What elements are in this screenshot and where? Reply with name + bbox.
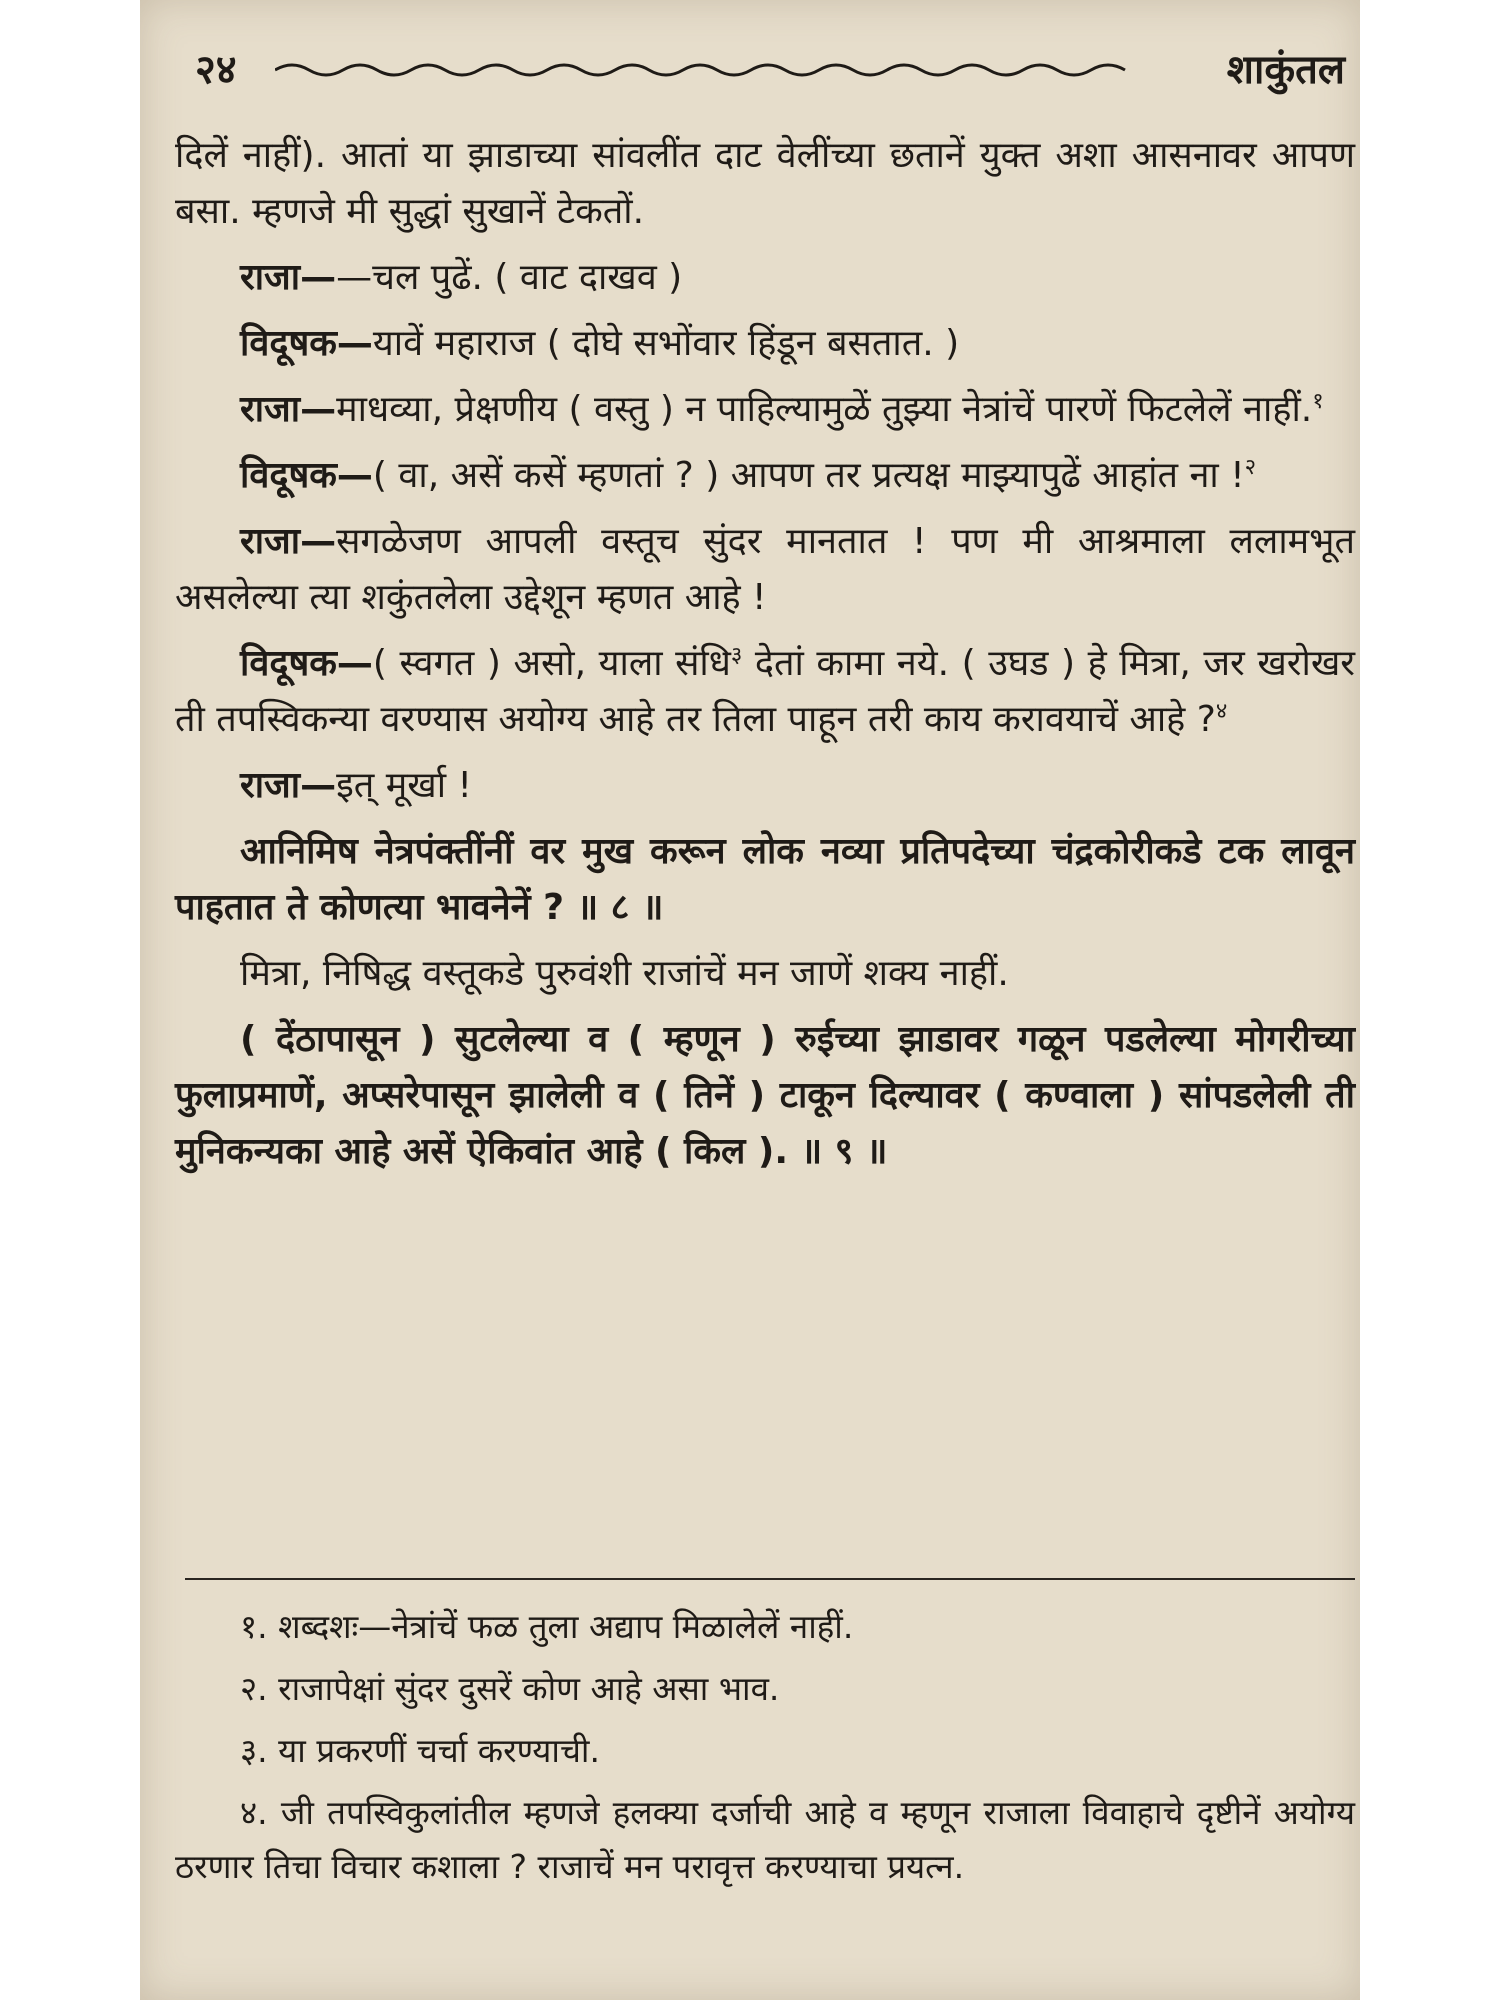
dialogue-text: —चल पुढें. ( वाट दाखव )	[336, 257, 683, 298]
dialogue-raja-4	[175, 758, 1355, 814]
footnote-ref: २	[1244, 455, 1257, 480]
footnote-ref: ४	[1215, 699, 1228, 724]
footnote-4: ४. जी तपस्विकुलांतील म्हणजे हलक्या दर्जाची आहे व म्हणून राजाला विवाहाचे दृष्टीनें अयोग्य ठरणार तिचा विचार कशाला ? राजाचें मन परावृत्त करण्याचा प्रयत्न.	[175, 1793, 1355, 1886]
book-page	[140, 0, 1360, 2000]
dialogue-text: माधव्या, प्रेक्षणीय ( वस्तु ) न पाहिल्यामुळें तुझ्या नेत्रांचें पारणें फिटलेलें नाहीं.	[336, 389, 1313, 430]
footnote-1: १. शब्दशः—नेत्रांचें फळ तुला अद्याप मिळालेलें नाहीं.	[240, 1607, 854, 1646]
footnote-ref: ३	[730, 643, 743, 668]
dialogue-vidushak-3	[175, 636, 1355, 748]
footnotes	[175, 1600, 1355, 1902]
verse-8: आनिमिष नेत्रपंक्तींनीं वर मुख करून लोक नव्या प्रतिपदेच्या चंद्रकोरीकडे टक लावून पाहतात ते कोणत्या भावनेनें ? ॥ ८ ॥	[175, 831, 1355, 928]
dialogue-raja-1	[175, 250, 1355, 306]
footnote-divider	[185, 1578, 1355, 1580]
dialogue-text: सगळेजण आपली वस्तूच सुंदर मानतात ! पण मी आश्रमाला ललामभूत असलेल्या त्या शकुंतलेला उद्देशून म्हणत आहे !	[175, 521, 1355, 618]
dialogue-text: देतां कामा नये. ( उघड ) हे मित्रा, जर खरोखर ती तपस्विकन्या वरण्यास अयोग्य आहे तर तिला पाहून तरी काय करावयाचें आहे ?	[175, 643, 1355, 740]
dialogue-text: ( स्वगत ) असो, याला संधि	[372, 643, 731, 684]
dialogue-raja-2	[175, 382, 1355, 438]
footnote-2: २. राजापेक्षां सुंदर दुसरें कोण आहे असा भाव.	[240, 1669, 780, 1708]
paragraph-mitra: मित्रा, निषिद्ध वस्तूकडे पुरुवंशी राजांचें मन जाणें शक्य नाहीं.	[240, 953, 1009, 994]
decorative-wavy-rule	[275, 50, 1135, 90]
dialogue-text: इत् मूर्खा !	[336, 765, 472, 806]
dialogue-text: ( वा, असें कसें म्हणतां ? ) आपण तर प्रत्यक्ष माझ्यापुढें आहांत ना !	[372, 455, 1245, 496]
verse-9: ( देंठापासून ) सुटलेल्या व ( म्हणून ) रुईच्या झाडावर गळून पडलेल्या मोगरीच्या फुलाप्रमाणें, अप्सरेपासून झालेली व ( तिनें ) टाकून दिल्यावर ( कण्वाला ) सांपडलेली ती मुनिकन्यका आहे असें ऐकिवांत आहे ( किल ). ॥ ९ ॥	[175, 1019, 1355, 1172]
dialogue-vidushak-2	[175, 448, 1355, 504]
running-title: शाकुंतल	[1226, 47, 1345, 93]
speaker-name: विदूषक—	[240, 455, 373, 496]
speaker-name: विदूषक—	[240, 643, 373, 684]
speaker-name: विदूषक—	[240, 323, 373, 364]
dialogue-text: यावें महाराज ( दोघे सभोंवार हिंडून बसतात. )	[372, 323, 960, 364]
main-text	[175, 128, 1355, 1190]
page-number: २४	[195, 47, 237, 93]
paragraph-1: दिलें नाहीं). आतां या झाडाच्या सांवलींत दाट वेलींच्या छतानें युक्त अशा आसनावर आपण बसा. म्हणजे मी सुद्धां सुखानें टेकतों.	[175, 135, 1355, 232]
speaker-name: राजा—	[240, 765, 337, 806]
dialogue-raja-3	[175, 514, 1355, 626]
footnote-3: ३. या प्रकरणीं चर्चा करण्याची.	[240, 1731, 600, 1770]
footnote-ref: १	[1312, 389, 1324, 414]
speaker-name: राजा—	[240, 389, 337, 430]
page-header	[195, 40, 1345, 100]
speaker-name: राजा—	[240, 257, 337, 298]
dialogue-vidushak-1	[175, 316, 1355, 372]
speaker-name: राजा—	[240, 521, 337, 562]
